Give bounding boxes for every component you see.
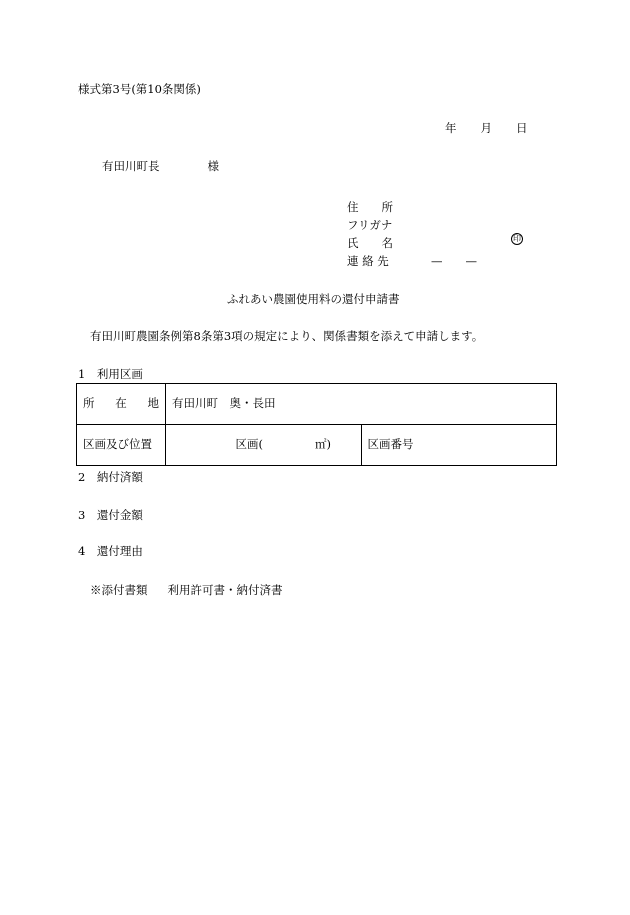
document-title: ふれあい農園使用料の還付申請書 — [227, 292, 400, 306]
location-label-cell — [77, 384, 166, 425]
attachments-line — [90, 585, 283, 597]
location-value-cell: 有田川町 奥・長田 — [166, 384, 557, 425]
section-3-heading: 3 還付金額 — [78, 508, 143, 522]
plot-table — [76, 383, 557, 466]
address-row — [347, 199, 477, 217]
date-day: 日 — [516, 121, 528, 135]
date-line — [445, 123, 528, 135]
form-number: 様式第3号(第10条関係) — [78, 82, 201, 96]
name-row — [347, 235, 477, 253]
section-1-heading: 1 利用区画 — [78, 367, 143, 381]
seal-mark: 印 — [513, 234, 521, 243]
plot-label-cell: 区画及び位置 — [77, 425, 166, 466]
contact-value: — — — [431, 254, 477, 269]
section-4-heading: 4 還付理由 — [78, 544, 143, 558]
attachments-label: ※添付書類 — [90, 583, 148, 597]
attachments-value: 利用許可書・納付済書 — [167, 583, 283, 597]
addressee — [102, 161, 219, 173]
furigana-row — [347, 217, 477, 235]
location-label-char: 在 — [115, 396, 127, 411]
plot-row — [77, 425, 557, 466]
location-label-char: 所 — [83, 396, 95, 411]
addressee-name: 有田川町長 — [102, 159, 160, 173]
address-label: 住 所 — [347, 200, 393, 215]
plot-number-cell: 区画番号 — [361, 425, 557, 466]
date-month: 月 — [480, 121, 492, 135]
contact-row — [347, 253, 477, 271]
furigana-label: フリガナ — [347, 218, 393, 233]
applicant-block — [347, 199, 521, 271]
plot-area-cell — [166, 425, 362, 466]
addressee-honorific: 様 — [207, 159, 219, 173]
plot-area-unit: ㎡) — [315, 437, 331, 452]
name-label: 氏 名 — [347, 236, 393, 251]
location-row — [77, 384, 557, 425]
body-text: 有田川町農園条例第8条第3項の規定により、関係書類を添えて申請します。 — [90, 329, 484, 343]
section-2-heading: 2 納付済額 — [78, 470, 143, 484]
plot-area-prefix: 区画( — [235, 437, 263, 452]
location-label-char: 地 — [147, 396, 159, 411]
date-year: 年 — [445, 121, 457, 135]
contact-label: 連 絡 先 — [347, 254, 389, 269]
